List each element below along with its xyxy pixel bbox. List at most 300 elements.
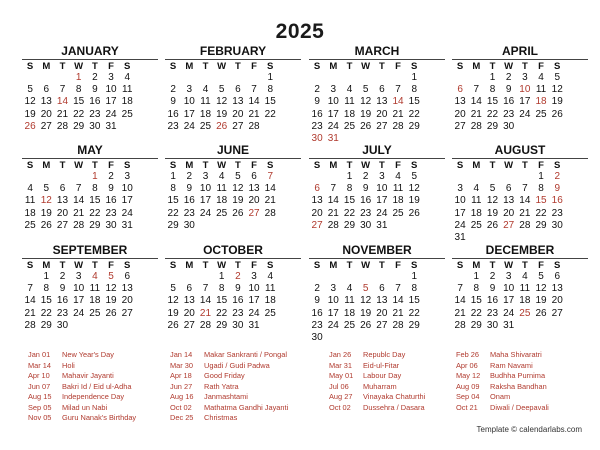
holiday-day: 27 [248, 207, 260, 219]
holiday-entry [170, 361, 310, 372]
day: 10 [327, 96, 339, 108]
day: 20 [121, 295, 133, 307]
day: 30 [503, 120, 515, 132]
day: 9 [186, 183, 193, 195]
weekday-label: T [378, 61, 385, 72]
weekday-label: M [42, 160, 51, 171]
day: 3 [330, 84, 337, 96]
holiday-entry [456, 392, 596, 403]
day-grid [452, 271, 588, 332]
holiday-column [329, 350, 469, 413]
day: 24 [327, 319, 339, 331]
day: 8 [267, 84, 273, 96]
month-november [309, 243, 445, 344]
weekday-header [309, 160, 445, 171]
day: 25 [470, 219, 482, 231]
holiday-day: 6 [457, 84, 463, 96]
day: 18 [264, 295, 276, 307]
weekday-label: S [554, 160, 561, 171]
holiday-date: May 12 [456, 371, 481, 380]
month-march [309, 44, 445, 145]
day: 26 [105, 307, 117, 319]
holiday-name: Holi [62, 360, 75, 370]
day: 9 [108, 183, 114, 195]
day: 29 [89, 219, 101, 231]
holiday-name: Labour Day [363, 371, 402, 380]
day: 27 [376, 120, 388, 132]
day: 7 [522, 183, 528, 195]
day: 13 [376, 295, 388, 307]
day: 29 [470, 319, 482, 331]
month-august [452, 143, 588, 244]
day: 17 [73, 295, 85, 307]
day: 6 [43, 84, 50, 96]
holiday-entry [28, 392, 168, 403]
month-name: JUNE [216, 143, 249, 157]
day: 29 [535, 219, 547, 231]
day: 19 [40, 207, 52, 219]
weekday-label: T [234, 160, 241, 171]
holiday-name: Republc Day [363, 350, 406, 359]
empty-cell [517, 171, 533, 183]
day: 23 [311, 120, 323, 132]
weekday-label: F [251, 61, 257, 72]
empty-cell [22, 271, 38, 283]
day: 11 [24, 195, 36, 207]
day: 7 [27, 283, 33, 295]
day: 31 [376, 219, 388, 231]
month-divider [452, 258, 588, 259]
day: 24 [519, 108, 531, 120]
day: 2 [489, 271, 496, 282]
day: 4 [124, 72, 130, 83]
weekday-label: F [538, 160, 544, 171]
day-grid [165, 271, 301, 332]
holiday-entry [28, 403, 168, 414]
day: 12 [360, 96, 372, 108]
month-september [22, 243, 158, 332]
day: 15 [470, 295, 482, 307]
month-may [22, 143, 158, 232]
empty-cell [54, 171, 70, 183]
weekday-label: T [521, 61, 528, 72]
holiday-name: Good Friday [204, 371, 245, 380]
day: 19 [360, 108, 372, 120]
month-divider [452, 59, 588, 60]
day: 24 [454, 219, 466, 231]
day: 1 [43, 271, 50, 282]
day: 26 [360, 120, 372, 132]
weekday-label: T [489, 260, 496, 271]
day: 16 [105, 195, 117, 207]
day: 21 [519, 207, 531, 219]
holiday-date: Nov 05 [28, 413, 52, 422]
day: 17 [248, 295, 260, 307]
day: 13 [56, 195, 69, 207]
day: 22 [408, 307, 420, 319]
day: 18 [121, 96, 133, 108]
empty-cell [484, 171, 500, 183]
day: 23 [183, 207, 195, 219]
holiday-entry [28, 350, 168, 361]
weekday-label: M [472, 160, 481, 171]
month-name: JULY [362, 143, 392, 157]
month-february [165, 44, 301, 133]
weekday-label: T [346, 260, 353, 271]
weekday-label: W [217, 61, 227, 72]
weekday-label: T [378, 160, 385, 171]
weekday-label: S [267, 160, 274, 171]
day: 11 [519, 283, 531, 295]
holiday-date: Apr 18 [170, 371, 192, 380]
weekday-header [22, 61, 158, 72]
holiday-day: 15 [535, 195, 547, 207]
holiday-day: 1 [75, 72, 82, 83]
day: 7 [395, 283, 401, 295]
day: 22 [535, 207, 547, 219]
weekday-label: S [411, 160, 418, 171]
month-divider [22, 158, 158, 159]
holiday-entry [329, 392, 469, 403]
day: 15 [264, 96, 276, 108]
day: 8 [218, 283, 225, 295]
day: 14 [327, 195, 339, 207]
day: 3 [522, 72, 528, 83]
day: 24 [376, 207, 388, 219]
holiday-entry [456, 403, 596, 414]
day: 30 [311, 331, 323, 343]
month-name: DECEMBER [485, 243, 555, 257]
day: 10 [105, 84, 117, 96]
day: 8 [411, 283, 417, 295]
holiday-entry [329, 371, 469, 382]
weekday-label: S [313, 160, 321, 171]
credit-text: Template © calendarlabs.com [476, 425, 582, 434]
day: 24 [121, 207, 133, 219]
day: 22 [89, 207, 101, 219]
holiday-date: Aug 27 [329, 392, 353, 401]
day: 11 [344, 96, 355, 108]
holiday-day: 5 [108, 271, 114, 282]
day: 5 [170, 283, 176, 295]
day: 4 [522, 271, 528, 282]
weekday-label: T [346, 61, 353, 72]
weekday-label: W [504, 260, 514, 271]
holiday-entry [170, 403, 310, 414]
day: 20 [376, 307, 388, 319]
day: 23 [105, 207, 117, 219]
weekday-label: W [74, 61, 84, 72]
day-grid [165, 171, 301, 232]
empty-cell [71, 171, 87, 183]
day: 18 [392, 195, 404, 207]
holiday-entry [329, 350, 469, 361]
weekday-label: M [42, 61, 51, 72]
weekday-label: W [74, 160, 84, 171]
weekday-label: S [169, 160, 177, 171]
month-april [452, 44, 588, 133]
weekday-label: W [361, 61, 371, 72]
day: 30 [232, 319, 244, 331]
day: 13 [121, 283, 133, 295]
holiday-date: Mar 30 [170, 360, 194, 370]
weekday-label: S [456, 260, 464, 271]
day: 11 [392, 183, 404, 195]
holiday-day: 27 [503, 219, 515, 231]
weekday-label: T [59, 260, 66, 271]
holiday-entry [456, 382, 596, 393]
day: 24 [73, 307, 85, 319]
day: 14 [470, 96, 482, 108]
holiday-day: 30 [311, 132, 323, 144]
day: 24 [199, 207, 212, 219]
empty-cell [309, 72, 325, 84]
day: 3 [505, 271, 512, 282]
day: 20 [376, 108, 388, 120]
day: 11 [89, 283, 101, 295]
day: 18 [470, 207, 482, 219]
holiday-day: 10 [519, 84, 531, 96]
day: 28 [248, 120, 260, 132]
day: 17 [327, 108, 339, 120]
empty-cell [358, 271, 374, 283]
weekday-label: S [169, 260, 177, 271]
day-grid [452, 171, 588, 244]
holiday-date: Aug 09 [456, 381, 480, 391]
holiday-day: 26 [24, 120, 36, 132]
weekday-label: T [202, 61, 209, 72]
day: 16 [503, 96, 515, 108]
weekday-label: M [185, 260, 194, 271]
empty-cell [246, 72, 262, 84]
weekday-label: T [234, 260, 241, 271]
day: 13 [311, 195, 323, 207]
day: 26 [408, 207, 420, 219]
day: 26 [486, 219, 499, 231]
empty-cell [468, 171, 484, 183]
day: 18 [24, 207, 36, 219]
holiday-date: Oct 02 [170, 402, 192, 412]
holiday-entry [170, 382, 310, 393]
day: 16 [311, 108, 323, 120]
day: 23 [551, 207, 563, 219]
day: 17 [519, 96, 531, 108]
day: 9 [362, 183, 369, 195]
weekday-label: S [267, 61, 274, 72]
holiday-date: May 01 [329, 371, 354, 380]
day: 13 [232, 96, 244, 108]
day: 30 [360, 219, 372, 231]
day: 19 [535, 295, 547, 307]
holiday-day: 14 [392, 96, 404, 108]
day: 6 [554, 271, 560, 282]
weekday-label: S [313, 260, 321, 271]
day: 11 [471, 195, 482, 207]
holiday-name: Raksha Bandhan [490, 381, 547, 391]
day-grid [309, 171, 445, 232]
empty-cell [468, 72, 484, 84]
empty-cell [197, 271, 213, 283]
day: 19 [216, 108, 228, 120]
day: 6 [505, 183, 512, 195]
weekday-header [22, 160, 158, 171]
day: 13 [40, 96, 52, 108]
day: 28 [199, 319, 212, 331]
month-name: MAY [77, 143, 103, 157]
day: 13 [183, 295, 195, 307]
day: 23 [56, 307, 69, 319]
weekday-label: S [456, 61, 464, 72]
weekday-label: W [361, 260, 371, 271]
weekday-label: F [108, 160, 114, 171]
empty-cell [38, 72, 54, 84]
day: 22 [73, 108, 85, 120]
day: 27 [56, 219, 69, 231]
day: 19 [105, 295, 117, 307]
month-name: NOVEMBER [342, 243, 412, 257]
day: 3 [202, 171, 209, 182]
holiday-entry [170, 413, 310, 424]
day: 24 [503, 307, 515, 319]
day: 9 [489, 283, 496, 295]
day: 16 [183, 195, 195, 207]
weekday-header [22, 260, 158, 271]
day: 29 [408, 319, 420, 331]
day-grid [452, 72, 588, 133]
day: 15 [486, 96, 499, 108]
month-name: JANUARY [61, 44, 119, 58]
day: 7 [395, 84, 401, 96]
holiday-name: Independence Day [62, 392, 125, 401]
day: 1 [346, 171, 353, 182]
day: 2 [314, 283, 320, 295]
holiday-date: Jan 26 [329, 350, 352, 359]
day: 11 [216, 183, 227, 195]
day: 20 [551, 295, 563, 307]
day: 10 [376, 183, 388, 195]
holiday-day: 12 [40, 195, 52, 207]
day: 31 [503, 319, 515, 331]
day: 5 [411, 171, 417, 182]
day: 30 [105, 219, 117, 231]
day: 25 [24, 219, 36, 231]
day: 15 [167, 195, 179, 207]
day: 29 [216, 319, 228, 331]
holiday-day: 21 [199, 307, 212, 319]
empty-cell [452, 271, 468, 283]
day: 3 [251, 271, 257, 282]
weekday-label: S [124, 260, 131, 271]
day: 25 [121, 108, 133, 120]
day: 16 [232, 295, 244, 307]
day: 5 [27, 84, 33, 96]
day: 22 [216, 307, 228, 319]
day: 14 [519, 195, 531, 207]
day: 24 [183, 120, 195, 132]
day: 12 [486, 195, 499, 207]
day: 1 [411, 271, 417, 282]
day: 4 [202, 84, 209, 96]
day: 3 [108, 72, 114, 83]
month-name: APRIL [502, 44, 538, 58]
holiday-name: Janmashtami [204, 392, 248, 401]
weekday-label: F [395, 160, 401, 171]
day: 5 [43, 183, 50, 195]
weekday-label: F [538, 260, 544, 271]
empty-cell [309, 271, 325, 283]
day: 21 [392, 307, 404, 319]
weekday-label: T [59, 61, 66, 72]
day: 22 [343, 207, 356, 219]
day: 27 [376, 319, 388, 331]
month-december [452, 243, 588, 332]
day-grid [165, 72, 301, 133]
day: 16 [56, 295, 69, 307]
day: 5 [218, 84, 225, 96]
day: 27 [183, 319, 195, 331]
holiday-name: Rath Yatra [204, 381, 239, 391]
weekday-label: M [329, 61, 338, 72]
day: 31 [248, 319, 260, 331]
holiday-name: Mahavir Jayanti [62, 371, 114, 380]
holiday-date: Mar 14 [28, 360, 52, 370]
day: 17 [105, 96, 117, 108]
day: 24 [248, 307, 260, 319]
holiday-name: Eid-ul-Fitar [363, 360, 400, 370]
day: 1 [170, 171, 176, 182]
day: 16 [89, 96, 101, 108]
day: 29 [167, 219, 179, 231]
holiday-entry [170, 350, 310, 361]
holiday-entry [28, 413, 168, 424]
holiday-day: 31 [327, 132, 339, 144]
holiday-entry [329, 382, 469, 393]
day: 16 [486, 295, 499, 307]
day: 25 [535, 108, 547, 120]
weekday-label: S [411, 260, 418, 271]
day: 13 [376, 96, 388, 108]
day: 25 [89, 307, 101, 319]
day: 12 [24, 96, 36, 108]
day: 8 [170, 183, 176, 195]
day: 23 [89, 108, 101, 120]
holiday-entry [456, 371, 596, 382]
day: 30 [89, 120, 101, 132]
holiday-date: Jan 01 [28, 350, 51, 359]
empty-cell [501, 171, 517, 183]
day: 17 [121, 195, 133, 207]
weekday-label: T [346, 160, 353, 171]
day: 23 [311, 319, 323, 331]
empty-cell [341, 72, 357, 84]
holiday-column [170, 350, 310, 424]
day: 28 [470, 120, 482, 132]
holiday-date: Aug 15 [28, 392, 52, 401]
holiday-entry [329, 403, 469, 414]
day: 7 [251, 84, 257, 96]
day: 25 [343, 120, 356, 132]
day: 21 [73, 207, 85, 219]
weekday-label: S [26, 160, 34, 171]
holiday-date: Apr 10 [28, 371, 50, 380]
day: 15 [89, 195, 101, 207]
weekday-label: T [234, 61, 241, 72]
day: 2 [186, 171, 193, 182]
day: 19 [486, 207, 499, 219]
day: 30 [486, 319, 499, 331]
weekday-label: W [504, 160, 514, 171]
day: 8 [92, 183, 98, 195]
